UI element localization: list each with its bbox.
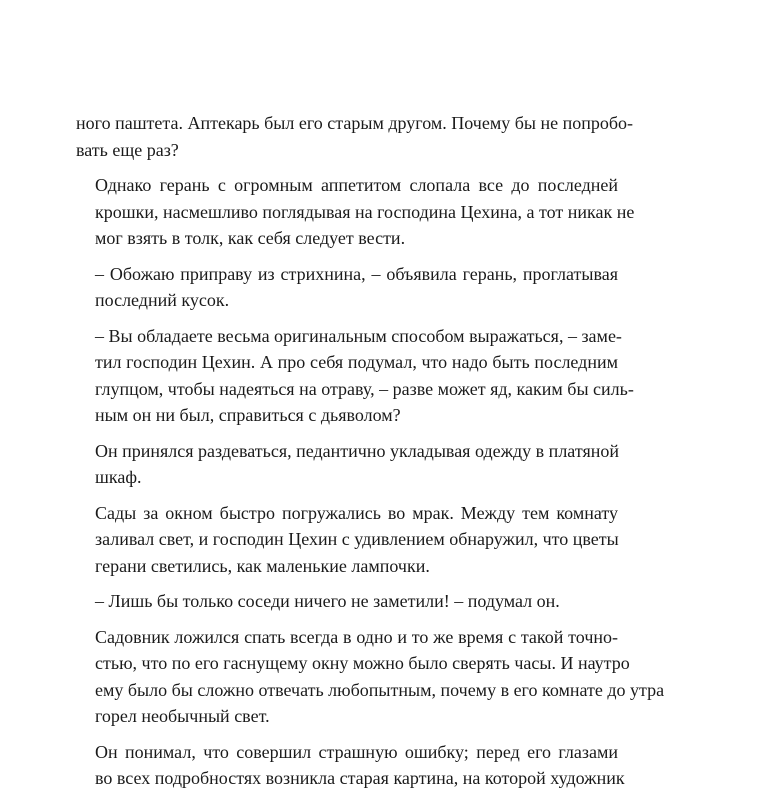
paragraph-2 <box>76 172 635 252</box>
text-line: ного паштета. Аптекарь был его старым другом. Почему бы не попробо- <box>76 113 634 133</box>
text-line: Он понимал, что совершил страшную ошибку; перед его глазами <box>95 741 618 762</box>
text-line: глупцом, чтобы надеяться на отраву, – разве может яд, каким бы силь- <box>95 378 634 399</box>
text-line: крошки, насмешливо поглядывая на господина Цехина, а тот никак не <box>95 201 635 222</box>
text-line: последний кусок. <box>95 290 230 310</box>
text-line: Садовник ложился спать всегда в одно и то же время с такой точно- <box>95 626 618 647</box>
text-line: ным он ни был, справиться с дьяволом? <box>95 405 401 425</box>
text-line: заливал свет, и господин Цехин с удивлением обнаружил, что цветы <box>95 529 619 549</box>
text-line: – Лишь бы только соседи ничего не заметили! – подумал он. <box>95 591 560 611</box>
text-line: стью, что по его гаснущему окну можно было сверять часы. И наутро <box>95 653 630 673</box>
paragraph-3 <box>76 261 618 314</box>
text-line: ему было бы сложно отвечать любопытным, почему в его комнате до утра <box>95 679 665 700</box>
text-line: тил господин Цехин. А про себя подумал, что надо быть последним <box>95 352 618 372</box>
text-line: мог взять в толк, как себя следует вести. <box>95 228 406 248</box>
text-line: – Вы обладаете весьма оригинальным способом выражаться, – заме- <box>95 325 622 346</box>
text-line: вать еще раз? <box>76 139 179 160</box>
text-line: Сады за окном быстро погружались во мрак. Между тем комнату <box>95 502 618 523</box>
text-line: во всех подробностях возникла старая картина, на которой художник <box>95 768 625 788</box>
text-line: – Обожаю приправу из стрихнина, – объявила герань, проглатывая <box>95 263 618 284</box>
text-line: шкаф. <box>95 467 142 487</box>
paragraph-8 <box>76 624 665 730</box>
paragraph-4 <box>76 323 634 429</box>
book-page <box>76 110 665 801</box>
text-line: Однако герань с огромным аппетитом слопала все до последней <box>95 175 618 195</box>
text-line: Он принялся раздеваться, педантично укладывая одежду в платяной <box>95 440 619 461</box>
paragraph-1 <box>76 110 634 163</box>
paragraph-9 <box>76 739 625 792</box>
paragraph-6 <box>76 500 618 580</box>
text-line: горел необычный свет. <box>95 706 270 726</box>
text-line: герани светились, как маленькие лампочки. <box>95 555 430 576</box>
paragraph-5 <box>76 438 618 491</box>
paragraph-7 <box>76 588 618 615</box>
